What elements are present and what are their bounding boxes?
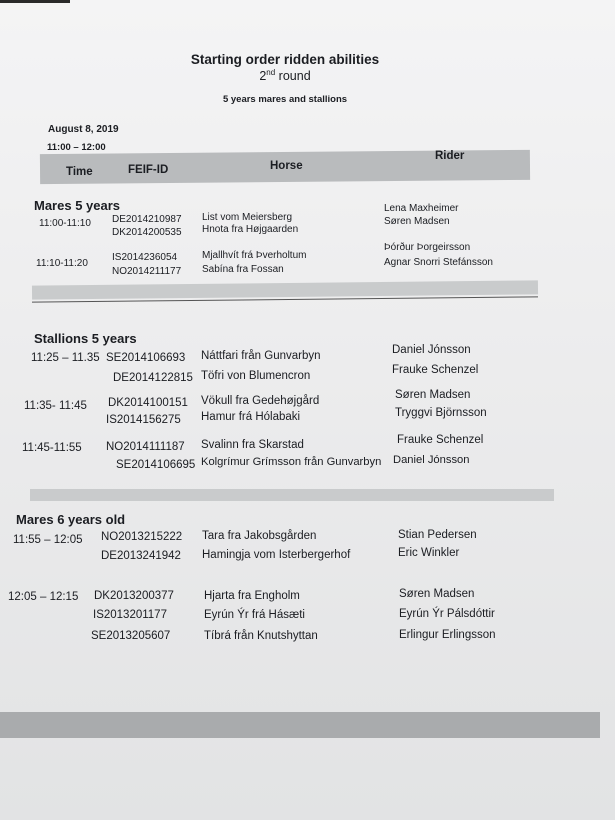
feif-id: DE2014210987: [112, 214, 182, 225]
horse-name: Hjarta fra Engholm: [204, 590, 300, 602]
rider-name: Søren Madsen: [395, 389, 471, 401]
feif-id: DK2014200535: [112, 227, 182, 238]
feif-id: SE2014106693: [106, 352, 186, 364]
section-title: Mares 6 years old: [16, 512, 126, 527]
feif-id: DK2014100151: [108, 397, 188, 409]
slot-time: 11:55 – 12:05: [13, 534, 83, 546]
slot-time: 11:25 – 11.35: [31, 352, 100, 364]
feif-id: NO2014111187: [106, 441, 185, 453]
horse-name: Hamingja vom Isterbergerhof: [202, 549, 351, 561]
rider-name: Þórður Þorgeirsson: [384, 242, 471, 253]
rider-name: Frauke Schenzel: [392, 364, 479, 376]
rider-name: Agnar Snorri Stefánsson: [384, 257, 493, 268]
horse-name: Kolgrímur Grímsson från Gunvarbyn: [201, 456, 382, 468]
rider-name: Søren Madsen: [384, 216, 450, 227]
feif-id: DK2013200377: [94, 590, 174, 602]
horse-name: Töfri von Blumencron: [201, 370, 311, 382]
horse-name: Tara fra Jakobsgården: [202, 530, 317, 542]
horse-name: Tíbrá från Knutshyttan: [204, 630, 318, 642]
rider-name: Søren Madsen: [399, 588, 475, 600]
rider-name: Frauke Schenzel: [397, 434, 484, 446]
feif-id: DE2013241942: [101, 550, 181, 562]
rider-name: Stian Pedersen: [398, 529, 477, 541]
col-horse: Horse: [270, 160, 303, 172]
col-time: Time: [66, 166, 93, 178]
col-rider: Rider: [435, 150, 465, 162]
page-title: Starting order ridden abilities: [190, 52, 380, 67]
horse-name: Mjallhvít frá Þverholtum: [202, 250, 307, 261]
feif-id: NO2014211177: [112, 266, 182, 277]
rider-name: Erlingur Erlingsson: [399, 629, 496, 641]
round-label: [0, 68, 570, 83]
top-edge-line: [0, 0, 70, 3]
rider-name: Tryggvi Björnsson: [395, 407, 487, 419]
feif-id: IS2013201177: [93, 609, 167, 621]
slot-time: 11:45-11:55: [22, 442, 82, 454]
horse-name: Náttfari från Gunvarbyn: [201, 350, 321, 362]
rider-name: Eyrún Ýr Pálsdóttir: [399, 608, 495, 620]
section-title: Mares 5 years: [34, 198, 121, 213]
rider-name: Daniel Jónsson: [393, 454, 470, 466]
date: August 8, 2019: [48, 124, 119, 135]
time-range: 11:00 – 12:00: [47, 142, 106, 153]
horse-name: Sabína fra Fossan: [202, 264, 284, 275]
feif-id: IS2014236054: [112, 252, 178, 263]
round-number: 2: [259, 69, 267, 84]
slot-time: 11:10-11:20: [36, 258, 88, 269]
feif-id: SE2013205607: [91, 630, 171, 642]
round-word: round: [278, 69, 311, 84]
feif-id: DE2014122815: [113, 372, 193, 384]
rider-name: Eric Winkler: [398, 547, 460, 559]
round-suffix: nd: [266, 68, 276, 77]
horse-name: Eyrún Ýr frá Hásæti: [204, 609, 305, 621]
section-title: Stallions 5 years: [34, 331, 137, 346]
slot-time: 11:00-11:10: [39, 218, 91, 229]
feif-id: NO2013215222: [101, 531, 183, 543]
horse-name: Hamur frá Hólabaki: [201, 411, 301, 423]
subtitle: 5 years mares and stallions: [222, 94, 348, 105]
horse-name: Hnota fra Højgaarden: [202, 224, 299, 235]
slot-time: 12:05 – 12:15: [8, 591, 79, 603]
separator-band: [30, 489, 554, 501]
slot-time: 11:35- 11:45: [24, 400, 87, 412]
footer-band: [0, 712, 600, 738]
feif-id: IS2014156275: [106, 414, 181, 426]
horse-name: Svalinn fra Skarstad: [201, 439, 304, 451]
horse-name: Vökull fra Gedehøjgård: [201, 395, 320, 407]
rider-name: Daniel Jónsson: [392, 344, 471, 356]
rider-name: Lena Maxheimer: [384, 203, 459, 214]
horse-name: List vom Meiersberg: [202, 212, 293, 223]
feif-id: SE2014106695: [116, 459, 196, 471]
col-feif-id: FEIF-ID: [128, 164, 169, 176]
